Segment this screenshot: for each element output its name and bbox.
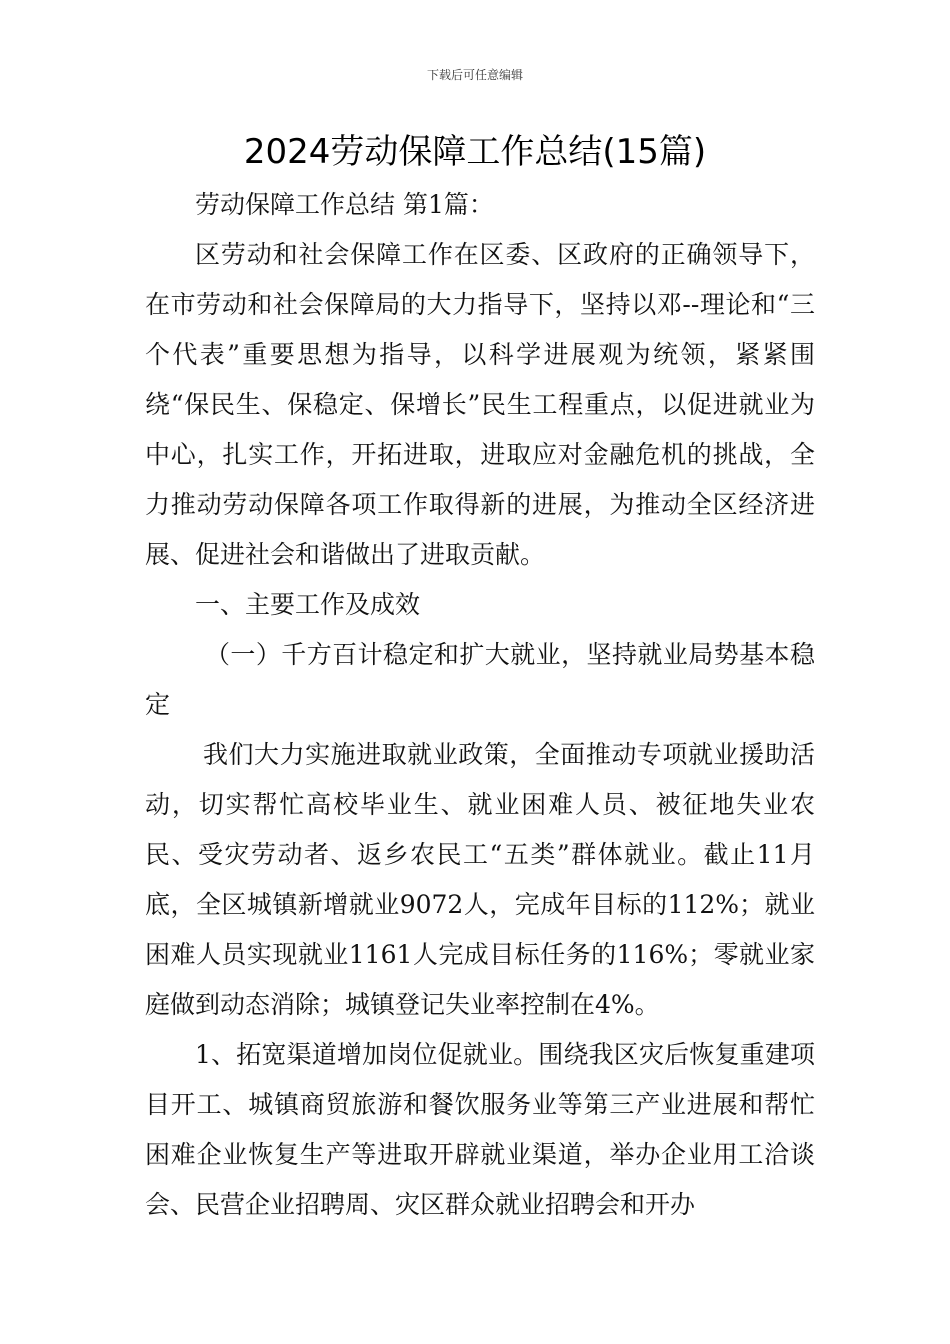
document-body [145,180,815,1230]
section-label: 劳动保障工作总结 第1篇： [195,190,494,219]
subheading-employment: （一）千方百计稳定和扩大就业，坚持就业局势基本稳定 [145,640,815,719]
paragraph-intro: 区劳动和社会保障工作在区委、区政府的正确领导下，在市劳动和社会保障局的大力指导下，坚持以邓--理论和“三个代表”重要思想为指导，以科学进展观为统领，紧紧围绕“保民生、保稳定、保增长”民生工程重点，以促进就业为中心，扎实工作，开拓进取，进取应对金融危机的挑战，全力推动劳动保障各项工作取得新的进展，为推动全区经济进展、促进社会和谐做出了进取贡献。 [145,240,815,569]
header-note: 下载后可任意编辑 [426,68,523,82]
document-title: 2024劳动保障工作总结(15篇) [243,132,707,172]
paragraph-employment: 我们大力实施进取就业政策，全面推动专项就业援助活动，切实帮忙高校毕业生、就业困难人员、被征地失业农民、受灾劳动者、返乡农民工“五类”群体就业。截止11月底，全区城镇新增就业9072人，完成年目标的112%；就业困难人员实现就业1161人完成目标任务的116%；零就业家庭做到动态消除；城镇登记失业率控制在4%。 [145,740,815,1019]
heading-main-work: 一、主要工作及成效 [195,590,421,619]
paragraph-channels: 1、拓宽渠道增加岗位促就业。围绕我区灾后恢复重建项目开工、城镇商贸旅游和餐饮服务业等第三产业进展和帮忙困难企业恢复生产等进取开辟就业渠道，举办企业用工洽谈会、民营企业招聘周、灾区群众就业招聘会和开办 [145,1040,815,1219]
